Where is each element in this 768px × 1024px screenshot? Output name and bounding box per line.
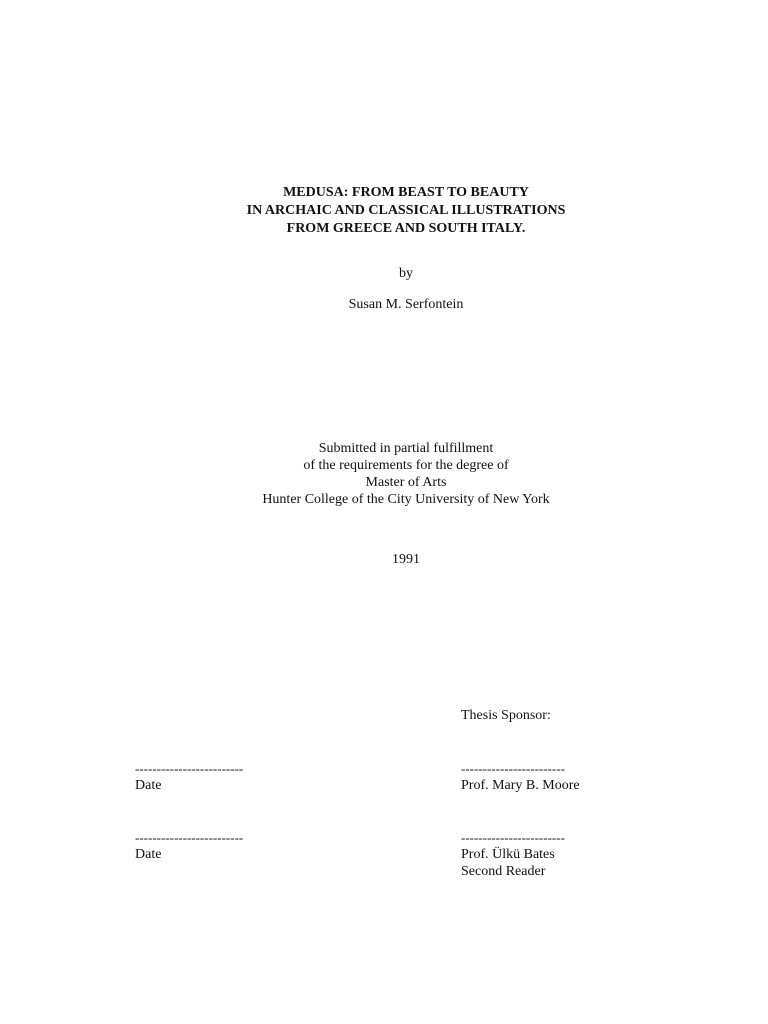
date-label: Date (135, 847, 162, 862)
thesis-title (0, 184, 768, 238)
year: 1991 (392, 552, 420, 567)
submission-line-3: Master of Arts (365, 475, 447, 490)
title-line-2: IN ARCHAIC AND CLASSICAL ILLUSTRATIONS (246, 203, 566, 218)
signature-line: ------------------------ (461, 830, 565, 845)
submission-statement (0, 440, 768, 508)
second-reader-name: Prof. Ülkü Bates (461, 847, 555, 862)
sponsor-signature (461, 760, 580, 794)
signature-line: ------------------------ (461, 761, 565, 776)
submission-line-4: Hunter College of the City University of New York (262, 492, 550, 507)
title-line-3: FROM GREECE AND SOUTH ITALY. (286, 221, 526, 236)
thesis-sponsor-label: Thesis Sponsor: (461, 708, 551, 723)
submission-line-2: of the requirements for the degree of (303, 458, 509, 473)
date-label: Date (135, 778, 162, 793)
by-text: by (399, 266, 413, 281)
second-reader-role: Second Reader (461, 864, 546, 879)
title-line-1: MEDUSA: FROM BEAST TO BEAUTY (283, 185, 529, 200)
second-reader-signature (461, 829, 565, 880)
submission-line-1: Submitted in partial fulfillment (318, 441, 494, 456)
date-signature-1 (135, 760, 243, 794)
author-name: Susan M. Serfontein (348, 297, 464, 312)
sponsor-name: Prof. Mary B. Moore (461, 778, 580, 793)
signature-line: ------------------------- (135, 830, 244, 845)
date-signature-2 (135, 829, 243, 863)
signature-line: ------------------------- (135, 761, 244, 776)
